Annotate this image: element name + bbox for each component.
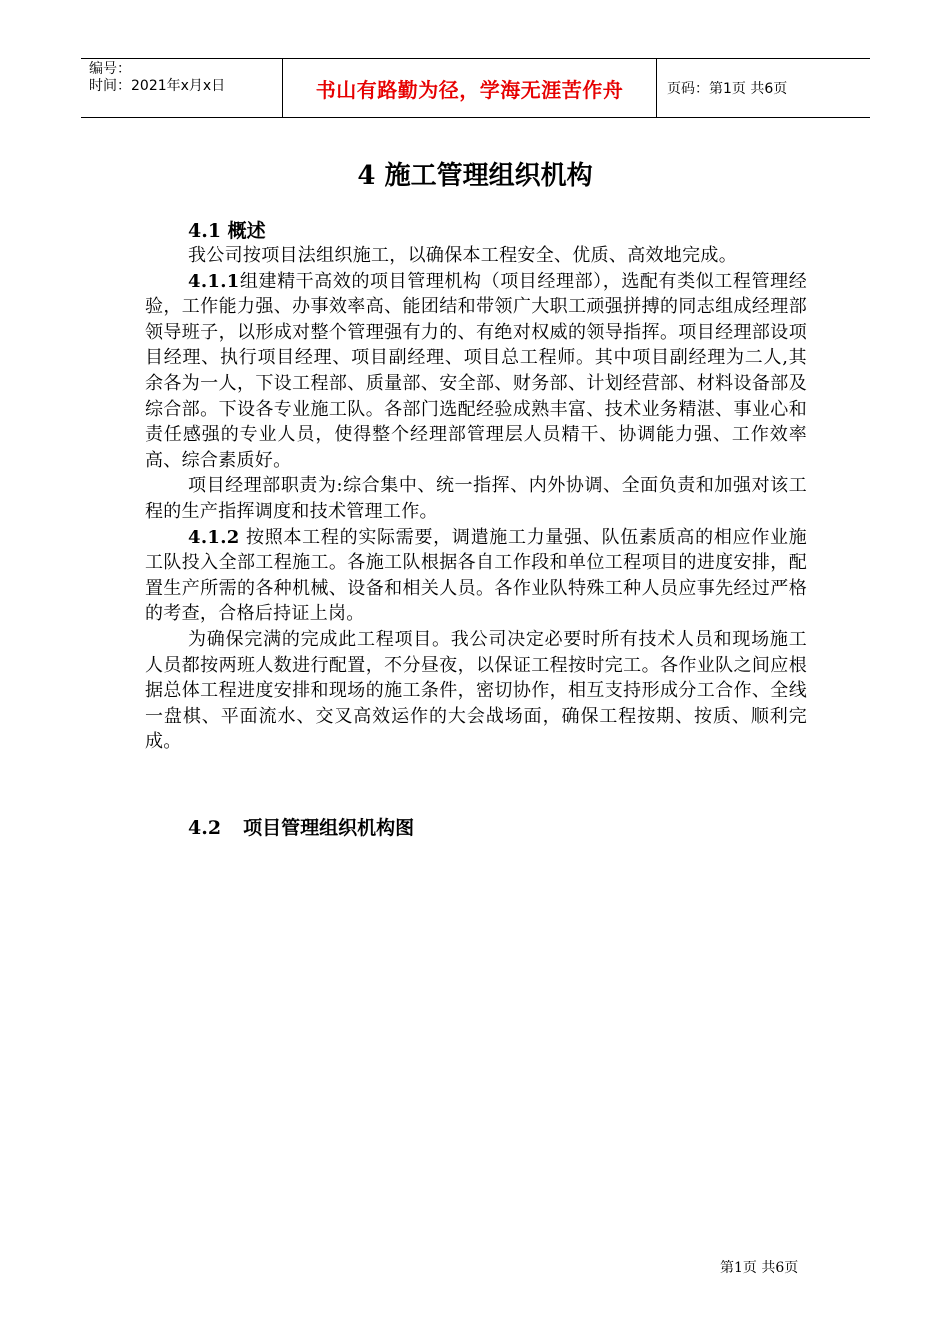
- document-body: [145, 243, 807, 755]
- header-meta: [81, 59, 282, 117]
- paragraph: 我公司按项目法组织施工，以确保本工程安全、优质、高效地完成。: [188, 245, 737, 266]
- section-title: 项目管理组织机构图: [243, 817, 415, 839]
- page-header: [81, 58, 870, 118]
- paragraph-text: 按照本工程的实际需要，调遣施工力量强、队伍素质高的相应作业施工队投入全部工程施工。各施工队根据各自工作段和单位工程项目的进度安排，配置生产所需的各种机械、设备和相关人员。各作业队特殊工种人员应事先经过严格的考查，合格后持证上岗。: [145, 526, 807, 625]
- paragraph: [145, 269, 807, 474]
- paragraph: [145, 525, 807, 627]
- page-footer: 第1页 共6页: [720, 1260, 799, 1276]
- clause-number: 4.1.1: [188, 270, 240, 292]
- section-heading-4-2: [188, 815, 414, 841]
- header-motto: 书山有路勤为径，学海无涯苦作舟: [282, 59, 657, 117]
- clause-number: 4.1.2: [188, 526, 240, 548]
- header-page-label: 页码：第1页 共6页: [667, 81, 788, 97]
- section-number: 4.2: [188, 817, 222, 839]
- paragraph: 项目经理部职责为:综合集中、统一指挥、内外协调、全面负责和加强对该工程的生产指挥调度和技术管理工作。: [145, 475, 807, 522]
- paragraph: 为确保完满的完成此工程项目。我公司决定必要时所有技术人员和现场施工人员都按两班人数进行配置，不分昼夜，以保证工程按时完工。各作业队之间应根据总体工程进度安排和现场的施工条件，密切协作，相互支持形成分工合作、全线一盘棋、平面流水、交叉高效运作的大会战场面，确保工程按期、按质、顺利完成。: [145, 628, 807, 753]
- header-number-label: 编号：: [89, 61, 131, 77]
- header-time-label: 时间：2021年x月x日: [89, 78, 226, 94]
- document-title: 4 施工管理组织机构: [357, 161, 593, 191]
- section-heading-4-1: 4.1 概述: [188, 220, 266, 242]
- paragraph-text: 组建精干高效的项目管理机构（项目经理部），选配有类似工程管理经验，工作能力强、办事效率高、能团结和带领广大职工顽强拼搏的同志组成经理部领导班子，以形成对整个管理强有力的、有绝对权威的领导指挥。项目经理部设项目经理、执行项目经理、项目副经理、项目总工程师。其中项目副经理为二人,其余各为一人，下设工程部、质量部、安全部、财务部、计划经营部、材料设备部及综合部。下设各专业施工队。各部门选配经验成熟丰富、技术业务精湛、事业心和责任感强的专业人员，使得整个经理部管理层人员精干、协调能力强、工作效率高、综合素质好。: [145, 270, 807, 471]
